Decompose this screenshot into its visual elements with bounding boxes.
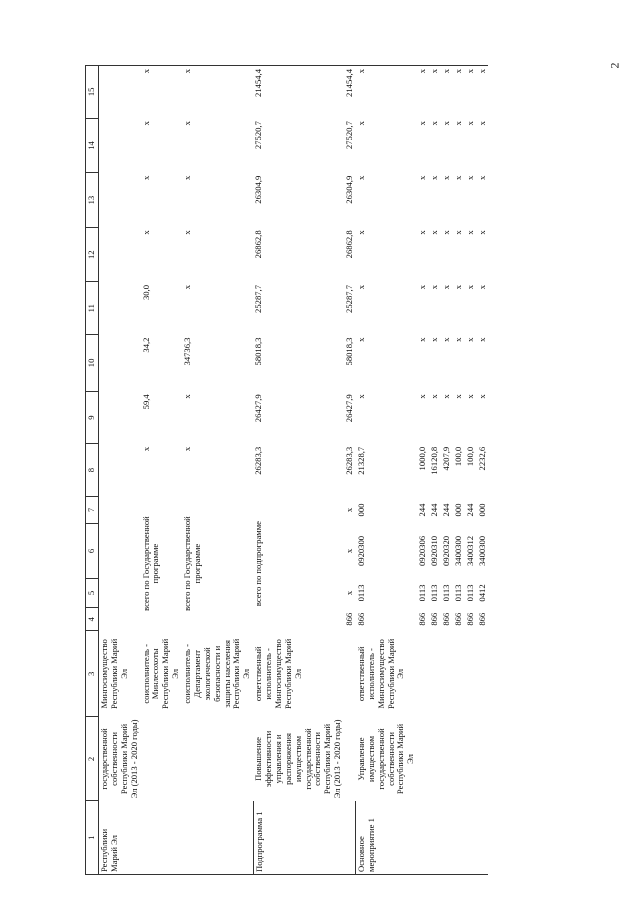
column-header: 6 [86, 524, 99, 579]
cell: 866 [429, 612, 439, 626]
cell: 16120,8 [429, 446, 439, 475]
cell-col2 [344, 717, 356, 801]
cell-col1: Подпрограмма 1 [253, 801, 344, 875]
table-row [253, 66, 344, 875]
cell: x [344, 548, 354, 554]
cell: x [356, 66, 417, 119]
cell-col1: Республики Марий Эл [99, 801, 141, 875]
cell: x [464, 285, 475, 290]
cell: x [344, 507, 354, 513]
cell: x [441, 66, 453, 119]
column-header: 13 [86, 173, 99, 228]
cell: 244 [440, 503, 451, 517]
cell [99, 391, 141, 444]
column-header: 12 [86, 227, 99, 282]
cell-col2 [417, 717, 429, 801]
cell-col1 [141, 801, 183, 875]
cell: x [141, 66, 183, 119]
cell [99, 118, 141, 173]
cell [99, 496, 141, 523]
cell-col1 [417, 801, 429, 875]
table-row [429, 66, 441, 875]
column-header: 7 [86, 496, 99, 523]
cell: x [355, 175, 366, 181]
cell-col2 [441, 717, 453, 801]
column-header: 8 [86, 444, 99, 497]
cell: 3400300 [476, 535, 487, 566]
cell: 0113 [429, 584, 439, 602]
cell: 866 [355, 612, 366, 626]
cell: x [464, 175, 475, 181]
cell: x [140, 121, 151, 126]
column-header: 14 [86, 118, 99, 173]
cell: 4207,9 [440, 446, 451, 471]
cell: x [476, 337, 487, 342]
cell: 100,0 [464, 446, 475, 467]
cell: 26283,3 [344, 446, 354, 475]
cell: x [465, 66, 477, 119]
header-row [86, 66, 99, 875]
cell: 25287,7 [344, 285, 354, 313]
cell: x [440, 394, 451, 399]
column-header: 11 [86, 282, 99, 335]
cell: 2232,6 [476, 446, 487, 471]
cell-col1 [477, 801, 489, 875]
table-row [99, 66, 141, 875]
cell: x [464, 230, 475, 235]
cell: x [355, 285, 366, 290]
cell: x [182, 285, 192, 290]
cell: 0412 [476, 584, 487, 602]
cell: 26304,9 [253, 175, 264, 204]
cell: 0113 [452, 584, 463, 602]
column-header: 2 [86, 717, 99, 801]
cell: x [429, 230, 439, 235]
cell-col2: Повышение эффективности управления и распоряжения имуществом государственной собственности Республики Марий Эл (2013 - 2020 годы) [253, 719, 343, 799]
cell-col2 [465, 717, 477, 801]
cell: x [182, 66, 253, 119]
cell-col1 [453, 801, 465, 875]
cell: x [417, 230, 428, 235]
cell: 58018,3 [253, 337, 264, 366]
cell-col3: ответственный исполнитель - Мингосимущество Республики Марий Эл [355, 638, 406, 709]
cell: x [182, 121, 192, 126]
cell: 244 [464, 503, 475, 517]
cell: x [452, 121, 463, 126]
cell: x [417, 394, 428, 399]
cell: x [440, 230, 451, 235]
cell: x [417, 66, 429, 119]
cell: x [429, 121, 439, 126]
total-label: всего по подпрограмме [253, 521, 264, 607]
column-header: 1 [86, 801, 99, 875]
table-row [182, 66, 253, 875]
cell-col1 [182, 801, 253, 875]
cell: 866 [344, 612, 354, 626]
cell: x [476, 175, 487, 181]
total-label: всего по Государственной программе [140, 516, 161, 611]
cell-col3 [441, 631, 453, 717]
cell: x [452, 337, 463, 342]
cell: x [355, 121, 366, 126]
cell: 866 [464, 612, 475, 626]
table-row [141, 66, 183, 875]
cell: x [417, 121, 428, 126]
cell [99, 66, 141, 119]
cell: x [452, 230, 463, 235]
cell-col2 [429, 717, 441, 801]
cell: x [182, 446, 192, 452]
cell-col2 [141, 717, 183, 801]
cell: x [476, 121, 487, 126]
cell: 21328,7 [355, 446, 366, 475]
cell: x [429, 337, 439, 342]
cell: x [452, 285, 463, 290]
cell-col1: Основное мероприятие 1 [356, 801, 417, 875]
cell [99, 282, 141, 335]
cell: 26427,9 [253, 394, 264, 423]
cell: 34736,3 [182, 337, 192, 366]
cell: 0920306 [417, 535, 428, 566]
cell-col3 [465, 631, 477, 717]
cell: x [440, 337, 451, 342]
cell: x [464, 394, 475, 399]
table-row [417, 66, 429, 875]
cell: x [464, 121, 475, 126]
cell: 21454,4 [253, 66, 344, 119]
cell: 58018,3 [344, 337, 354, 366]
cell-col2 [453, 717, 465, 801]
cell-col3: Мингосимущество Республики Марий Эл [99, 638, 129, 709]
cell: x [355, 230, 366, 235]
cell: x [429, 394, 439, 399]
cell: 26283,3 [253, 446, 264, 475]
cell: x [344, 590, 354, 596]
cell-col3 [344, 631, 356, 717]
cell: 34,2 [140, 337, 151, 353]
cell: 100,0 [452, 446, 463, 467]
cell: 1000,0 [417, 446, 428, 471]
cell: x [452, 394, 463, 399]
cell: x [355, 337, 366, 342]
budget-table [85, 65, 488, 875]
cell: x [140, 175, 151, 181]
cell: x [476, 230, 487, 235]
cell: 000 [476, 503, 487, 517]
cell: 59,4 [140, 394, 151, 410]
cell-col3 [417, 631, 429, 717]
cell: x [453, 66, 465, 119]
cell: x [477, 66, 489, 119]
cell: 0113 [440, 584, 451, 602]
cell: x [452, 175, 463, 181]
cell: 244 [417, 503, 428, 517]
cell: x [440, 285, 451, 290]
cell: x [476, 394, 487, 399]
column-header: 3 [86, 631, 99, 717]
table-row [453, 66, 465, 875]
cell: x [429, 285, 439, 290]
cell: x [440, 175, 451, 181]
rotated-table-container [85, 65, 543, 875]
cell: 0113 [417, 584, 428, 602]
cell-col1 [465, 801, 477, 875]
cell: x [182, 394, 192, 399]
table-row [344, 66, 356, 875]
column-header: 5 [86, 578, 99, 607]
cell: 26862,8 [253, 230, 264, 259]
cell-col1 [429, 801, 441, 875]
cell: x [182, 175, 192, 181]
cell: 0920310 [429, 535, 439, 566]
cell [99, 608, 141, 631]
cell-col2 [477, 717, 489, 801]
cell: x [476, 285, 487, 290]
table-row [356, 66, 417, 875]
cell: 866 [452, 612, 463, 626]
cell: 0113 [464, 584, 475, 602]
column-header: 15 [86, 66, 99, 119]
cell: x [429, 66, 441, 119]
cell: x [417, 337, 428, 342]
cell: x [355, 394, 366, 399]
cell: 26304,9 [344, 175, 354, 204]
cell: x [140, 446, 151, 452]
cell [99, 578, 141, 607]
column-header: 10 [86, 335, 99, 392]
cell: 25287,7 [253, 285, 264, 313]
cell [99, 524, 141, 579]
cell: 0920320 [440, 535, 451, 566]
cell: 000 [452, 503, 463, 517]
cell [99, 227, 141, 282]
cell-col3 [453, 631, 465, 717]
cell: x [417, 175, 428, 181]
cell: 3400300 [452, 535, 463, 566]
cell: 21454,4 [344, 66, 356, 119]
cell [99, 335, 141, 392]
cell: x [182, 230, 192, 235]
cell-col3: ответственный исполнитель - Мингосимущество Республики Марий Эл [253, 638, 303, 709]
cell-col1 [441, 801, 453, 875]
total-label: всего по Государственной программе [182, 516, 202, 611]
cell-col2: Управление имуществом государственной собственности Республики Марий Эл [355, 723, 416, 795]
cell: 0113 [355, 584, 366, 602]
cell: 26862,8 [344, 230, 354, 259]
cell [99, 444, 141, 497]
cell: 866 [440, 612, 451, 626]
cell-col3: соисполнитель - Департамент экологической безопасности и защиты населения Республики Марий Эл [182, 638, 252, 709]
cell: 30,0 [140, 285, 151, 301]
cell-col3 [429, 631, 441, 717]
table-row [477, 66, 489, 875]
cell: 3400312 [464, 535, 475, 566]
cell: 000 [355, 503, 366, 517]
cell: x [140, 230, 151, 235]
page-number: 2 [607, 62, 622, 69]
table-row [441, 66, 453, 875]
cell [99, 173, 141, 228]
cell: x [464, 337, 475, 342]
cell: 27520,7 [344, 121, 354, 150]
cell-col3 [477, 631, 489, 717]
cell-col3: соисполнитель - Минлесохоты Республики Марий Эл [140, 638, 181, 709]
cell: x [417, 285, 428, 290]
cell: x [429, 175, 439, 181]
cell: 26427,9 [344, 394, 354, 423]
cell: x [440, 121, 451, 126]
cell-col2: государственной собственности Республики Марий Эл (2013 - 2020 годы) [99, 719, 139, 799]
cell: 866 [417, 612, 428, 626]
cell: 27520,7 [253, 121, 264, 150]
table-row [465, 66, 477, 875]
column-header: 9 [86, 391, 99, 444]
cell-col2 [182, 717, 253, 801]
cell-col1 [344, 801, 356, 875]
cell: 0920300 [355, 535, 366, 566]
cell: 866 [476, 612, 487, 626]
cell: 244 [429, 503, 439, 517]
column-header: 4 [86, 608, 99, 631]
